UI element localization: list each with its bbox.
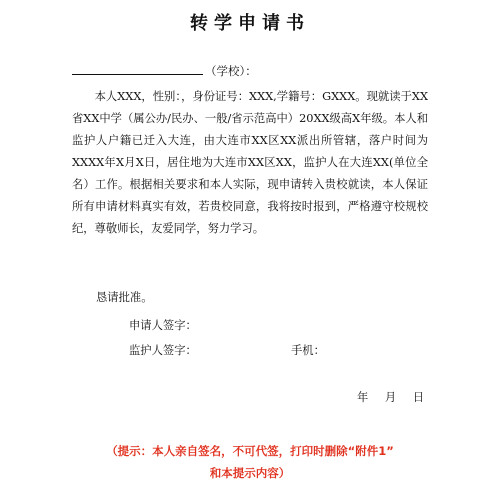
phone-label: 手机： (291, 344, 325, 357)
hint-note (50, 440, 450, 484)
date-line: 年 月 日 (357, 391, 425, 404)
document-title: 转学申请书 (190, 13, 310, 34)
request-line: 恳请批准。 (96, 291, 153, 304)
school-suffix: （学校）： (205, 64, 257, 78)
hint-line-1: （提示：本人亲自签名，不可代签，打印时删除“附件1” (106, 444, 394, 458)
application-body (72, 86, 428, 240)
guardian-signature-label: 监护人签字： (129, 344, 197, 357)
school-addressee-line (72, 62, 257, 79)
hint-line-2: 和本提示内容） (209, 466, 291, 480)
applicant-signature-label: 申请人签字： (129, 319, 197, 332)
body-paragraph: 本人XXX，性别：，身份证号：XXX,学籍号：GXXX。现就读于XX省XX中学（属公办/民办、一般/省示范高中）20XX级高X年级。本人和监护人户籍已迁入大连，由大连市XX区XX派出所管辖，落户时间为XXXX年X月X日，居住地为大连市XX区XX，监护人在大连XX(单位全名）工作。根据相关要求和本人实际，现申请转入贵校就读，本人保证所有申请材料真实有效，若贵校同意，我将按时报到，严格遵守校规校纪，尊敬师长，友爱同学，努力学习。 (72, 90, 428, 235)
school-name-blank (72, 62, 203, 75)
